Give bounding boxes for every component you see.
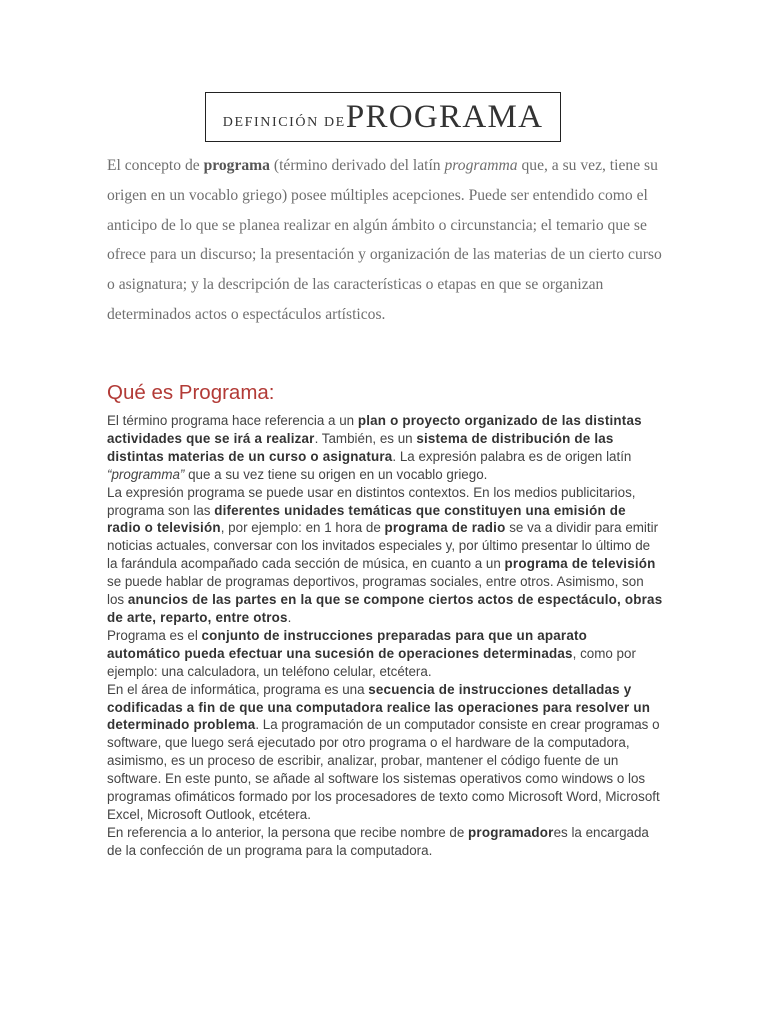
body-bold: conjunto de instrucciones preparadas para que un aparato automático pueda efectuar una sucesión de operaciones determinadas [107, 627, 588, 661]
body-bold: anuncios de las partes en la que se compone ciertos actos de espectáculo, obras de arte, reparto, entre otros [107, 592, 663, 625]
body-bold: secuencia de instrucciones detalladas y codificadas a fin de que una computadora realice las operaciones para resolver un determinado problema [107, 681, 651, 733]
body-text: que a su vez tiene su origen en un vocablo griego. [184, 466, 488, 482]
body-bold: diferentes unidades temáticas que constituyen una emisión de radio o televisión [107, 502, 626, 536]
body-text: es la encargada de la confección de un programa para la computadora. [107, 824, 649, 858]
body-text: se puede hablar de programas deportivos, programas sociales, entre otros. Asimismo, son los [107, 574, 644, 608]
body-text: . También, es un [314, 430, 417, 446]
body-bold: programa de televisión [504, 556, 656, 572]
paragraph-3 [107, 627, 663, 681]
paragraph-1 [107, 412, 663, 484]
section-heading: Qué es Programa: [107, 381, 275, 404]
section-body [107, 412, 663, 860]
paragraph-4 [107, 681, 663, 824]
body-text: se va a dividir para emitir noticias actuales, conversar con los invitados especiales y, por último presentar lo último de la farándula acompañado cada sección de música, en cuanto a un [107, 520, 659, 572]
page-title-box [205, 92, 561, 142]
body-italic: “programma” [107, 466, 185, 482]
body-text: La expresión programa se puede usar en distintos contextos. En los medios publicitarios, programa son las [107, 484, 636, 518]
intro-text: (término derivado del latín [269, 157, 445, 174]
body-text: . [287, 609, 292, 625]
body-bold: programador [468, 824, 554, 840]
intro-latin-term: programma [444, 157, 518, 174]
title-prefix: DEFINICIÓN DE [222, 115, 346, 130]
body-bold: sistema de distribución de las distintas materias de un curso o asignatura [107, 430, 614, 464]
body-text: . La programación de un computador consiste en crear programas o software, que luego será ejecutado por otro programa o el hardware de la computadora, asimismo, es un proceso de escribir, analizar, probar, mantener el código fuente de un software. En este punto, se añade al software los sistemas operativos como windows o los programas ofimáticos formado por los procesadores de texto como Microsoft Word, Microsoft Excel, Microsoft Outlook, etcétera. [107, 717, 660, 822]
body-text: , por ejemplo: en 1 hora de [220, 520, 385, 536]
intro-text: que, a su vez, tiene su origen en un vocablo griego) posee múltiples acepciones. Puede ser entendido como el anticipo de lo que se planea realizar en algún ámbito o circunstancia; el temario que se ofrece para un discurso; la presentación y organización de las materias de un cierto curso o asignatura; y la descripción de las características o etapas en que se organizan determinados actos o espectáculos artísticos. [107, 157, 662, 323]
body-text: . La expresión palabra es de origen latín [392, 448, 632, 464]
title-main: PROGRAMA [345, 98, 544, 135]
paragraph-2 [107, 484, 663, 627]
body-text: Programa es el [107, 627, 202, 643]
body-text: En referencia a lo anterior, la persona que recibe nombre de [107, 824, 469, 840]
body-text: En el área de informática, programa es una [107, 681, 369, 697]
body-text: , como por ejemplo: una calculadora, un teléfono celular, etcétera. [107, 645, 636, 679]
intro-bold-term: programa [203, 157, 270, 174]
paragraph-5 [107, 824, 663, 860]
intro-text: El concepto de [107, 157, 204, 174]
intro-paragraph [107, 151, 663, 330]
body-bold: programa de radio [384, 520, 506, 536]
body-text: El término programa hace referencia a un [107, 413, 358, 428]
body-bold: plan o proyecto organizado de las distintas actividades que se irá a realizar [107, 413, 642, 446]
